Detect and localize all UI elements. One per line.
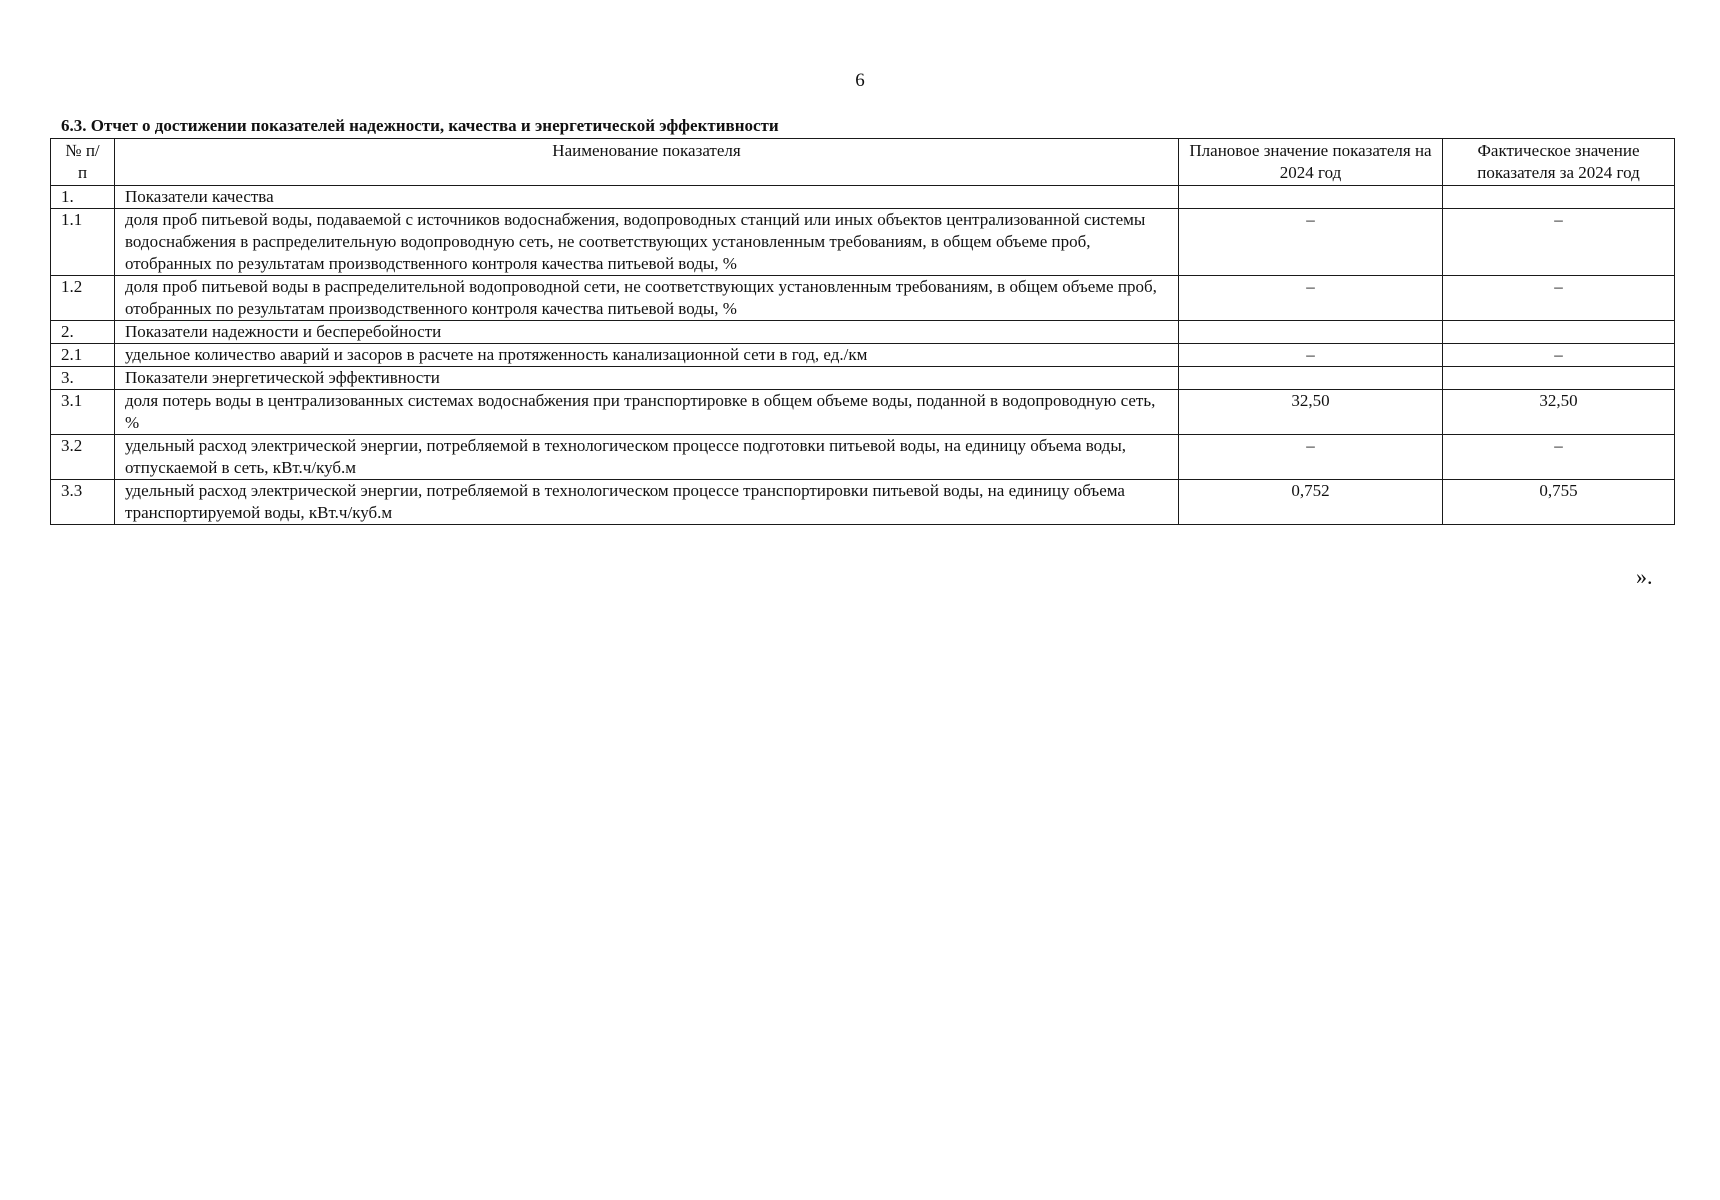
row-plan: [1179, 186, 1443, 209]
row-fact: –: [1443, 276, 1675, 321]
table-row: [51, 367, 1675, 390]
table-row: [51, 435, 1675, 480]
header-name: Наименование показателя: [115, 139, 1179, 186]
row-name: Показатели надежности и бесперебойности: [115, 321, 1179, 344]
row-plan: 0,752: [1179, 480, 1443, 525]
page-number: 6: [855, 70, 865, 91]
row-num: 1.2: [51, 276, 115, 321]
row-name: удельный расход электрической энергии, потребляемой в технологическом процессе подготовки питьевой воды, на единицу объема воды, отпускаемой в сеть, кВт.ч/куб.м: [115, 435, 1179, 480]
row-name: удельный расход электрической энергии, потребляемой в технологическом процессе транспортировки питьевой воды, на единицу объема транспортируемой воды, кВт.ч/куб.м: [115, 480, 1179, 525]
row-fact: [1443, 186, 1675, 209]
table-row: [51, 344, 1675, 367]
table-row: [51, 480, 1675, 525]
header-num: № п/п: [51, 139, 115, 186]
row-name: доля потерь воды в централизованных системах водоснабжения при транспортировке в общем объеме воды, поданной в водопроводную сеть, %: [115, 390, 1179, 435]
row-fact: –: [1443, 209, 1675, 276]
indicators-table: [50, 138, 1675, 525]
row-num: 1.: [51, 186, 115, 209]
row-name: удельное количество аварий и засоров в расчете на протяженность канализационной сети в год, ед./км: [115, 344, 1179, 367]
row-plan: [1179, 321, 1443, 344]
row-fact: –: [1443, 344, 1675, 367]
row-name: доля проб питьевой воды, подаваемой с источников водоснабжения, водопроводных станций или иных объектов централизованной системы водоснабжения в распределительную водопроводную сеть, не соответствующих установленным требованиям, в общем объеме проб, отобранных по результатам производственного контроля качества питьевой воды, %: [115, 209, 1179, 276]
row-plan: –: [1179, 209, 1443, 276]
row-num: 3.2: [51, 435, 115, 480]
row-plan: –: [1179, 344, 1443, 367]
row-num: 3.: [51, 367, 115, 390]
row-fact: 0,755: [1443, 480, 1675, 525]
table-header-row: [51, 139, 1675, 186]
header-fact: Фактическое значение показателя за 2024 год: [1443, 139, 1675, 186]
row-name: Показатели энергетической эффективности: [115, 367, 1179, 390]
row-fact: [1443, 367, 1675, 390]
table-row: [51, 186, 1675, 209]
row-fact: [1443, 321, 1675, 344]
row-plan: [1179, 367, 1443, 390]
row-num: 2.: [51, 321, 115, 344]
row-num: 2.1: [51, 344, 115, 367]
row-name: Показатели качества: [115, 186, 1179, 209]
closing-quote: ».: [1636, 564, 1653, 589]
row-num: 3.3: [51, 480, 115, 525]
row-fact: 32,50: [1443, 390, 1675, 435]
row-fact: –: [1443, 435, 1675, 480]
row-num: 3.1: [51, 390, 115, 435]
row-plan: –: [1179, 276, 1443, 321]
table-row: [51, 390, 1675, 435]
row-plan: 32,50: [1179, 390, 1443, 435]
section-title: 6.3. Отчет о достижении показателей надежности, качества и энергетической эффективности: [61, 116, 779, 135]
row-plan: –: [1179, 435, 1443, 480]
row-name: доля проб питьевой воды в распределительной водопроводной сети, не соответствующих установленным требованиям, в общем объеме проб, отобранных по результатам производственного контроля качества питьевой воды, %: [115, 276, 1179, 321]
header-plan: Плановое значение показателя на 2024 год: [1179, 139, 1443, 186]
table-row: [51, 276, 1675, 321]
table-row: [51, 321, 1675, 344]
row-num: 1.1: [51, 209, 115, 276]
table-row: [51, 209, 1675, 276]
